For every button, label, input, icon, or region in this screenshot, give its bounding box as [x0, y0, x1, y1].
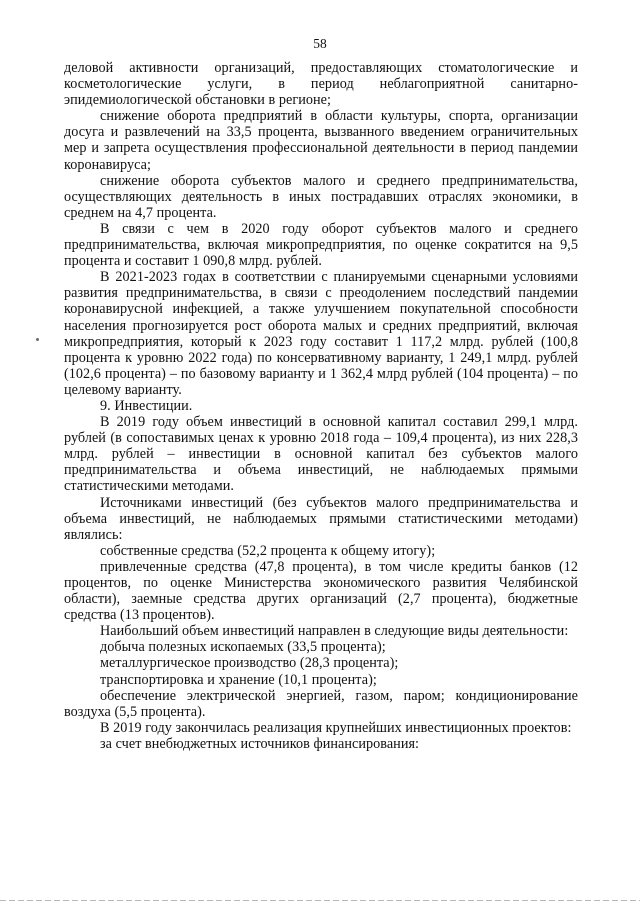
- list-item: металлургическое производство (28,3 процента);: [100, 655, 399, 672]
- list-item: транспортировка и хранение (10,1 процента);: [100, 671, 377, 688]
- paragraph: Источниками инвестиций (без субъектов малого предпринимательства и объема инвестиций, не наблюдаемых прямыми статистическими методами) являлись:: [64, 494, 578, 543]
- scan-edge-line: [0, 900, 640, 901]
- list-item: обеспечение электрической энергией, газом, паром; кондиционирование воздуха (5,5 процента).: [64, 687, 578, 720]
- list-item: добыча полезных ископаемых (33,5 процента);: [100, 639, 386, 656]
- document-body: [64, 60, 578, 752]
- paragraph: В 2019 году закончилась реализация крупнейших инвестиционных проектов:: [100, 719, 572, 736]
- list-item: привлеченные средства (47,8 процента), в том числе кредиты банков (12 процентов, по оценке Министерства экономического развития Челябинской области), заемные средства других организаций (2,7 процента), бюджетные средства (13 процентов).: [64, 558, 578, 624]
- paragraph: Наибольший объем инвестиций направлен в следующие виды деятельности:: [100, 623, 569, 640]
- list-item: собственные средства (52,2 процента к общему итогу);: [100, 542, 436, 559]
- page-number: 58: [313, 36, 327, 51]
- paragraph: В 2019 году объем инвестиций в основной капитал составил 299,1 млрд. рублей (в сопоставимых ценах к уровню 2018 года – 109,4 процента), из них 228,3 млрд. рублей – инвестиции в основной капитал без субъектов малого предпринимательства и объема инвестиций, не наблюдаемых прямыми статистическими методами.: [64, 414, 578, 495]
- section-heading: 9. Инвестиции.: [100, 397, 193, 414]
- paragraph: В 2021-2023 годах в соответствии с планируемыми сценарными условиями развития предпринимательства, в связи с преодолением последствий пандемии коронавирусной инфекцией, а также улучшением покупательной способности населения прогнозируется рост оборота малых и средних предприятий, включая микропредприятия, который к 2023 году составит 1 117,2 млрд. рублей (100,8 процента к уровню 2022 года) по консервативному варианту, 1 249,1 млрд. рублей (102,6 процента) – по базовому варианту и 1 362,4 млрд рублей (104 процента) – по целевому варианту.: [64, 269, 578, 398]
- paragraph: деловой активности организаций, предоставляющих стоматологические и косметологические услуги, в период неблагоприятной санитарно-эпидемиологической обстановки в регионе;: [64, 60, 578, 109]
- paragraph: за счет внебюджетных источников финансирования:: [100, 735, 420, 752]
- paragraph: снижение оборота субъектов малого и среднего предпринимательства, осуществляющих деятельность в иных пострадавших отраслях экономики, в среднем на 4,7 процента.: [64, 172, 578, 221]
- scan-mark: [36, 338, 39, 341]
- paragraph: В связи с чем в 2020 году оборот субъектов малого и среднего предпринимательства, включая микропредприятия, по оценке сократится на 9,5 процента и составит 1 090,8 млрд. рублей.: [64, 220, 578, 270]
- paragraph: снижение оборота предприятий в области культуры, спорта, организации досуга и развлечений на 33,5 процента, вызванного введением ограничительных мер и запрета осуществления профессиональной деятельности в период пандемии коронавируса;: [64, 108, 578, 173]
